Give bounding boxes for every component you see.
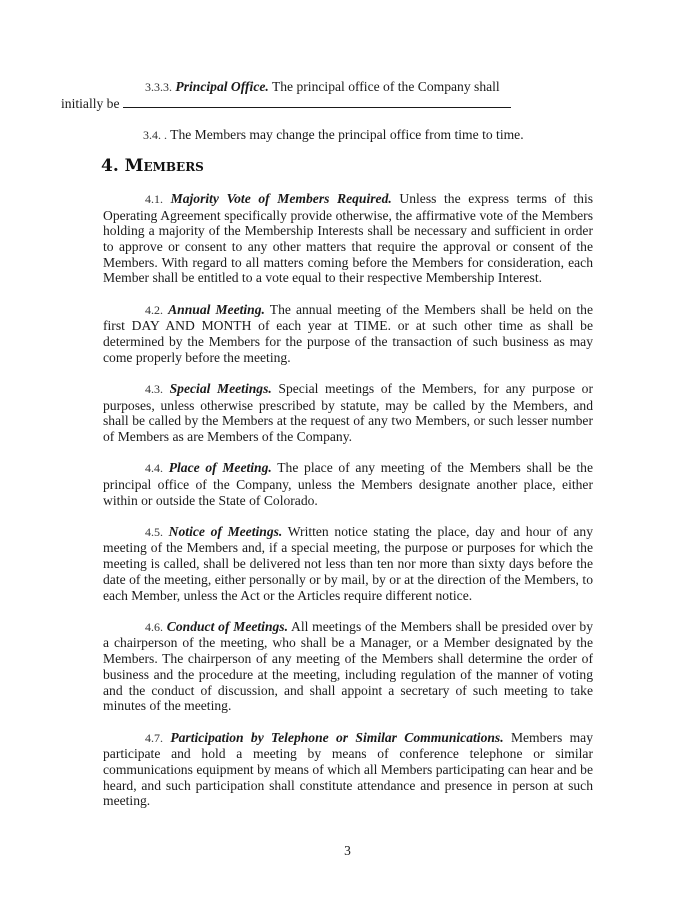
clause-text: The Members may change the principal office from time to time. [167,126,524,142]
clause-text: Special meetings of the Members, for any purpose or purposes, unless otherwise prescribed by statute, may be called by the Members, and shall be called by the Members at the request of any two Members, or such lesser number of Members as are Members of the Company. [103,380,593,444]
clause-number: 4.7. [145,730,163,745]
clause-title: Principal Office. [175,79,269,94]
section-title: Members [124,156,204,177]
blank-fill-line[interactable] [123,96,511,108]
section-number: 4. [101,156,119,177]
clause-title: Conduct of Meetings. [166,618,288,634]
clause-number: 4.4. [145,461,163,476]
clause-text: Unless the express terms of this Operating Agreement specifically provide otherwise, the affirmative vote of the Members holding a majority of the Membership Interests shall be necessary and sufficient in order to approve or consent to any other matters that require the approval or consent of the Members. With regard to all matters coming before the Members for consideration, each Member shall be entitled to a vote equal to their respective Membership Interest. [103,190,594,286]
clause-4-2 [103,302,593,366]
clause-text: The annual meeting of the Members shall be held on the first DAY AND MONTH of each year at TIME. or at such other time as shall be determined by the Members for the purpose of the transaction of such business as may come properly before the meeting. [103,301,593,365]
clause-number: 3.3.3. [145,80,172,94]
clause-text: Members may participate and hold a meeting by means of conference telephone or similar communications equipment by means of which all Members participating can hear and be heard, and such participation shall constitute attendance and presence in person at such meeting. [103,729,593,809]
clause-3-4 [143,127,593,144]
clause-number: 4.6. [145,619,163,634]
clause-4-3 [103,381,593,445]
document-page [61,79,594,825]
clause-text: The place of any meeting of the Members shall be the principal office of the Company, unless the Members designate another place, either within or outside the State of Colorado. [103,460,593,508]
clause-number: 4.5. [145,524,163,539]
clause-4-1 [103,191,593,286]
clause-4-5 [103,524,593,604]
clause-number: 4.3. [145,381,163,396]
clause-title: Majority Vote of Members Required. [170,190,392,206]
clause-title: Special Meetings. [169,380,272,396]
clause-3-3-3 [61,79,593,111]
clause-number: 4.2. [145,302,163,317]
clause-title: Place of Meeting. [168,460,272,476]
clause-4-6 [103,619,593,714]
clause-4-4 [103,460,593,508]
clause-text: Written notice stating the place, day and hour of any meeting of the Members and, if a special meeting, the purpose or purposes for which the meeting is called, shall be delivered not less than ten nor more than sixty days before the date of the meeting, either personally or by mail, by or at the direction of the Members, to each Member, unless the Act or the Articles require different notice. [103,523,593,603]
clause-number: 4.1. [145,191,163,206]
clause-4-7 [103,730,593,810]
clause-title: Notice of Meetings. [168,523,283,539]
clause-title: Annual Meeting. [168,301,265,317]
clause-title: Participation by Telephone or Similar Communications. [170,729,504,745]
section-heading-members [101,156,593,177]
clause-number: 3.4. . [143,127,167,142]
clause-text: All meetings of the Members shall be presided over by a chairperson of the meeting, who shall be a Manager, or a Member designated by the Members. The chairperson of any meeting of the Members shall determine the order of business and the procedure at the meeting, including regulation of the manner of voting and the conduct of discussion, and shall appoint a secretary of such meeting to take minutes of the meeting. [103,618,593,714]
page-number: 3 [344,843,351,858]
clause-text: The principal office of the Company shall [268,79,500,94]
clause-text-continued: initially be [61,95,123,111]
